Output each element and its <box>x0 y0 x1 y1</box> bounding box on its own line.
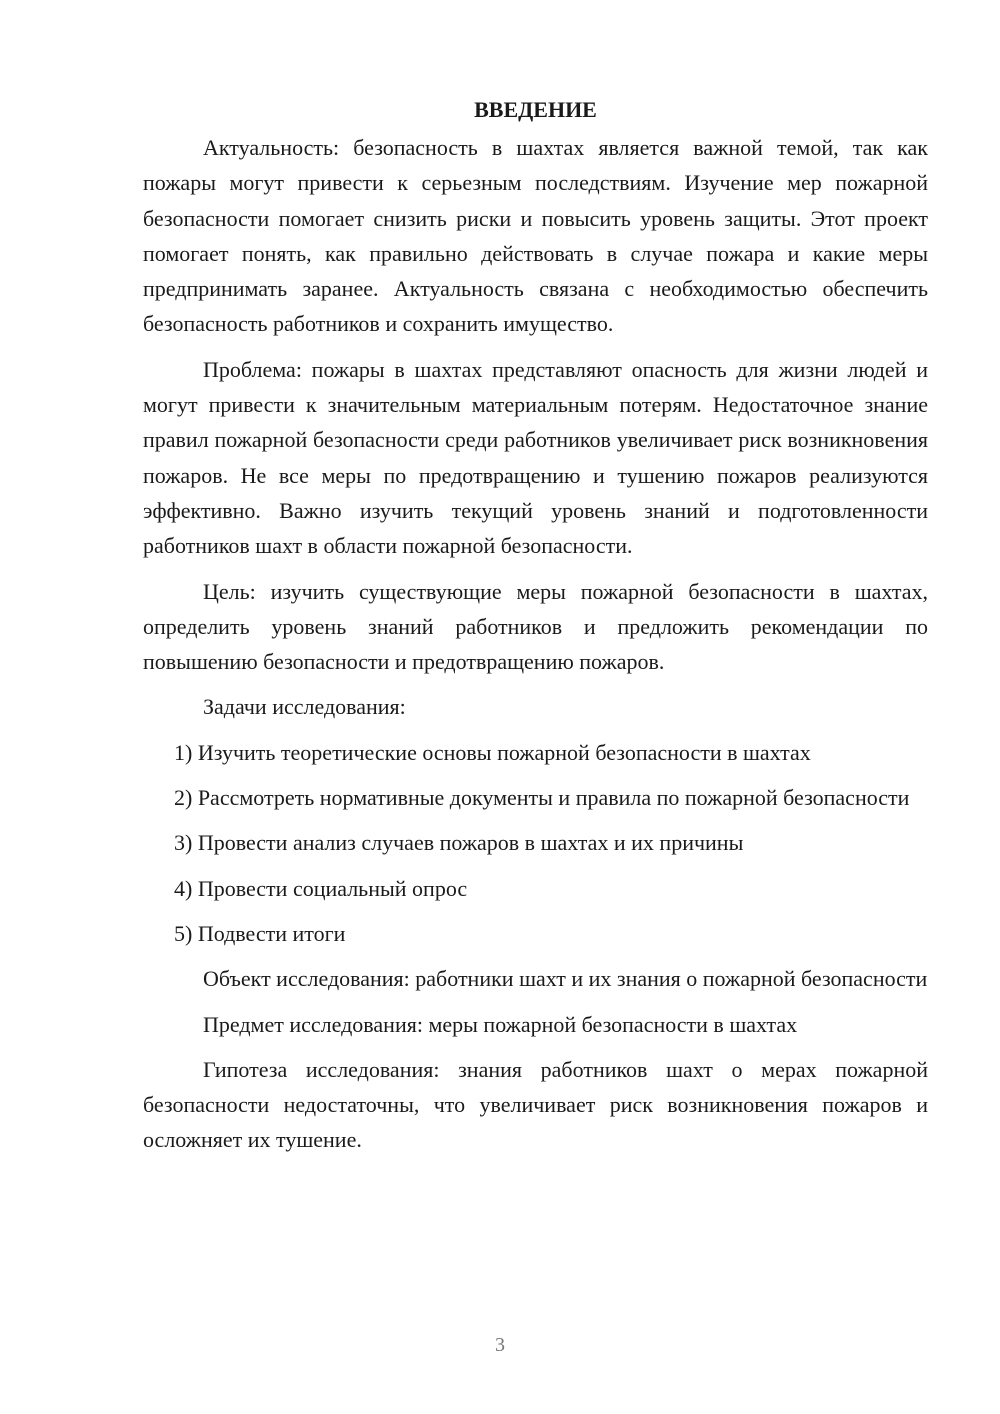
problem-paragraph: Проблема: пожары в шахтах представляют опасность для жизни людей и могут привести к значительным материальным потерям. Недостаточное знание правил пожарной безопасности среди работников увеличивает риск возникновения пожаров. Не все меры по предотвращению и тушению пожаров реализуются эффективно. Важно изучить текущий уровень знаний и подготовленности работников шахт в области пожарной безопасности. <box>143 356 928 559</box>
object-paragraph: Объект исследования: работники шахт и их знания о пожарной безопасности <box>203 966 928 992</box>
relevance-paragraph: Актуальность: безопасность в шахтах является важной темой, так как пожары могут привести к серьезным последствиям. Изучение мер пожарной безопасности помогает снизить риски и повысить уровень защиты. Этот проект помогает понять, как правильно действовать в случае пожара и какие меры предпринимать заранее. Актуальность связана с необходимостью обеспечить безопасность работников и сохранить имущество. <box>143 135 928 337</box>
goal-paragraph: Цель: изучить существующие меры пожарной безопасности в шахтах, определить уровень знаний работников и предложить рекомендации по повышению безопасности и предотвращению пожаров. <box>143 578 928 675</box>
task-item-5: 5) Подвести итоги <box>174 920 346 946</box>
task-item-1: 1) Изучить теоретические основы пожарной безопасности в шахтах <box>174 739 811 765</box>
page-number: 3 <box>495 1334 505 1356</box>
task-item-3: 3) Провести анализ случаев пожаров в шахтах и их причины <box>174 830 744 856</box>
document-title: ВВЕДЕНИЕ <box>474 97 597 122</box>
subject-paragraph: Предмет исследования: меры пожарной безопасности в шахтах <box>203 1011 798 1037</box>
tasks-heading: Задачи исследования: <box>203 694 406 720</box>
task-item-4: 4) Провести социальный опрос <box>174 875 468 901</box>
hypothesis-paragraph: Гипотеза исследования: знания работников шахт о мерах пожарной безопасности недостаточны, что увеличивает риск возникновения пожаров и осложняет их тушение. <box>143 1056 928 1153</box>
document-page <box>143 92 928 1168</box>
task-item-2: 2) Рассмотреть нормативные документы и правила по пожарной безопасности <box>174 785 910 811</box>
